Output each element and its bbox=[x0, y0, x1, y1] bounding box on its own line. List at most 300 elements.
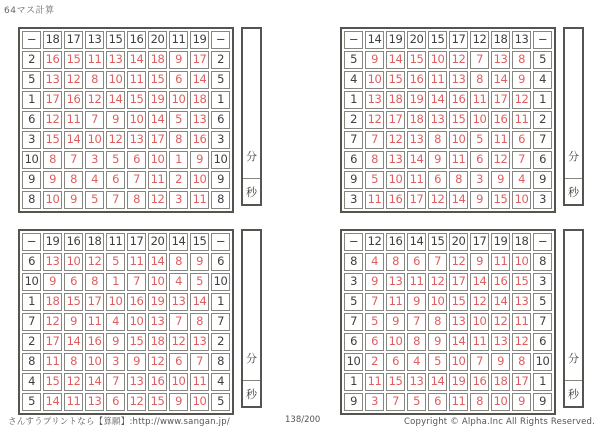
column-header-cell: 17 bbox=[470, 233, 489, 251]
answer-cell: 15 bbox=[127, 333, 146, 351]
answer-cell: 16 bbox=[491, 273, 510, 291]
answer-cell: 11 bbox=[43, 353, 62, 371]
grid-row bbox=[344, 253, 552, 271]
answer-cell: 11 bbox=[407, 273, 426, 291]
grid-row bbox=[22, 373, 230, 391]
answer-cell: 14 bbox=[148, 111, 167, 129]
answer-cell: 10 bbox=[386, 171, 405, 189]
row-header-cell: 3 bbox=[344, 273, 363, 291]
answer-cell: 17 bbox=[449, 273, 468, 291]
answer-cell: 4 bbox=[169, 273, 188, 291]
answer-cell: 19 bbox=[449, 373, 468, 391]
answer-cell: 7 bbox=[470, 353, 489, 371]
answer-cell: 9 bbox=[169, 51, 188, 69]
answer-cell: 3 bbox=[85, 151, 104, 169]
answer-cell: 15 bbox=[491, 191, 510, 209]
answer-cell: 11 bbox=[428, 71, 447, 89]
answer-cell: 13 bbox=[428, 111, 447, 129]
answer-cell: 6 bbox=[365, 333, 384, 351]
grid-row bbox=[22, 313, 230, 331]
answer-cell: 10 bbox=[169, 91, 188, 109]
answer-cell: 13 bbox=[407, 131, 426, 149]
answer-cell: 14 bbox=[470, 273, 489, 291]
grid-group-bottom-right bbox=[340, 229, 584, 415]
answer-cell: 14 bbox=[449, 191, 468, 209]
subtraction-grid-bottom-left bbox=[18, 229, 234, 415]
minutes-label: 分 bbox=[568, 150, 579, 163]
answer-cell: 18 bbox=[407, 111, 426, 129]
row-header-cell: 6 bbox=[344, 151, 363, 169]
grid-row bbox=[344, 51, 552, 69]
answer-cell: 16 bbox=[148, 373, 167, 391]
answer-cell: 12 bbox=[127, 393, 146, 411]
answer-cell: 15 bbox=[407, 51, 426, 69]
answer-cell: 12 bbox=[148, 191, 167, 209]
answer-cell: 11 bbox=[470, 333, 489, 351]
answer-cell: 10 bbox=[449, 353, 468, 371]
answer-cell: 15 bbox=[64, 51, 83, 69]
row-header-cell: 8 bbox=[22, 353, 41, 371]
row-header-cell: 7 bbox=[344, 313, 363, 331]
grid-row bbox=[22, 333, 230, 351]
answer-cell: 16 bbox=[407, 71, 426, 89]
answer-cell: 12 bbox=[428, 191, 447, 209]
grid-row bbox=[22, 151, 230, 169]
answer-cell: 16 bbox=[43, 51, 62, 69]
column-header-cell: 16 bbox=[386, 233, 405, 251]
answer-cell: 11 bbox=[491, 253, 510, 271]
row-header-cell: 7 bbox=[533, 131, 552, 149]
answer-cell: 5 bbox=[365, 313, 384, 331]
answer-cell: 11 bbox=[85, 51, 104, 69]
answer-cell: 8 bbox=[169, 253, 188, 271]
minutes-label: 分 bbox=[246, 352, 257, 365]
row-header-cell: 9 bbox=[344, 393, 363, 411]
operator-cell: − bbox=[344, 233, 363, 251]
answer-cell: 2 bbox=[365, 353, 384, 371]
answer-cell: 10 bbox=[190, 393, 209, 411]
answer-cell: 16 bbox=[491, 111, 510, 129]
timer-write-area bbox=[243, 231, 260, 336]
answer-cell: 14 bbox=[190, 71, 209, 89]
column-header-cell: 16 bbox=[64, 233, 83, 251]
answer-cell: 7 bbox=[365, 293, 384, 311]
row-header-cell: 10 bbox=[22, 151, 41, 169]
column-header-cell: 19 bbox=[190, 31, 209, 49]
row-header-cell: 9 bbox=[533, 393, 552, 411]
answer-cell: 10 bbox=[386, 333, 405, 351]
answer-cell: 9 bbox=[512, 71, 531, 89]
row-header-cell: 4 bbox=[533, 71, 552, 89]
answer-cell: 12 bbox=[386, 131, 405, 149]
answer-cell: 9 bbox=[491, 353, 510, 371]
row-header-cell: 3 bbox=[211, 131, 230, 149]
answer-cell: 13 bbox=[491, 51, 510, 69]
answer-cell: 4 bbox=[512, 171, 531, 189]
answer-cell: 14 bbox=[407, 151, 426, 169]
answer-cell: 10 bbox=[64, 253, 83, 271]
answer-cell: 7 bbox=[127, 273, 146, 291]
row-header-cell: 10 bbox=[344, 353, 363, 371]
row-header-cell: 7 bbox=[22, 313, 41, 331]
grid-row bbox=[344, 91, 552, 109]
grid-row bbox=[344, 373, 552, 391]
column-header-cell: 14 bbox=[407, 233, 426, 251]
answer-cell: 3 bbox=[365, 393, 384, 411]
subtraction-grid-bottom-right bbox=[340, 229, 556, 415]
seconds-label: 秒 bbox=[565, 178, 582, 204]
timer-write-area bbox=[565, 231, 582, 336]
grid-row bbox=[22, 91, 230, 109]
column-header-cell: 15 bbox=[106, 31, 125, 49]
answer-cell: 5 bbox=[470, 131, 489, 149]
answer-cell: 9 bbox=[470, 253, 489, 271]
row-header-cell: 1 bbox=[533, 373, 552, 391]
answer-cell: 11 bbox=[190, 373, 209, 391]
row-header-cell: 3 bbox=[344, 191, 363, 209]
answer-cell: 8 bbox=[407, 333, 426, 351]
answer-cell: 15 bbox=[43, 373, 62, 391]
answer-cell: 6 bbox=[512, 131, 531, 149]
column-header-cell: 18 bbox=[85, 233, 104, 251]
grid-row bbox=[22, 353, 230, 371]
row-header-cell: 4 bbox=[344, 71, 363, 89]
answer-cell: 16 bbox=[386, 191, 405, 209]
answer-cell: 9 bbox=[169, 393, 188, 411]
answer-cell: 9 bbox=[407, 293, 426, 311]
grid-row bbox=[344, 131, 552, 149]
answer-cell: 1 bbox=[106, 273, 125, 291]
answer-cell: 12 bbox=[64, 71, 83, 89]
answer-cell: 13 bbox=[449, 71, 468, 89]
answer-cell: 13 bbox=[43, 253, 62, 271]
answer-cell: 8 bbox=[470, 71, 489, 89]
answer-cell: 12 bbox=[428, 273, 447, 291]
answer-cell: 11 bbox=[512, 313, 531, 331]
answer-cell: 10 bbox=[106, 293, 125, 311]
answer-cell: 17 bbox=[491, 91, 510, 109]
row-header-cell: 3 bbox=[22, 131, 41, 149]
answer-cell: 11 bbox=[85, 313, 104, 331]
row-header-cell: 5 bbox=[533, 293, 552, 311]
grid-group-top-right bbox=[340, 27, 584, 213]
operator-cell: − bbox=[22, 233, 41, 251]
answer-cell: 7 bbox=[64, 151, 83, 169]
answer-cell: 3 bbox=[169, 191, 188, 209]
seconds-label: 秒 bbox=[243, 178, 260, 204]
grid-row bbox=[22, 51, 230, 69]
answer-cell: 9 bbox=[428, 151, 447, 169]
answer-cell: 7 bbox=[106, 373, 125, 391]
answer-cell: 10 bbox=[127, 313, 146, 331]
column-header-cell: 15 bbox=[190, 233, 209, 251]
answer-cell: 16 bbox=[470, 373, 489, 391]
answer-cell: 15 bbox=[148, 393, 167, 411]
answer-cell: 6 bbox=[169, 71, 188, 89]
answer-cell: 10 bbox=[470, 313, 489, 331]
answer-cell: 10 bbox=[428, 293, 447, 311]
answer-cell: 10 bbox=[512, 253, 531, 271]
operator-cell: − bbox=[211, 233, 230, 251]
answer-cell: 18 bbox=[148, 333, 167, 351]
row-header-cell: 10 bbox=[211, 151, 230, 169]
column-header-cell: 14 bbox=[169, 233, 188, 251]
answer-cell: 12 bbox=[491, 151, 510, 169]
answer-cell: 9 bbox=[64, 313, 83, 331]
answer-cell: 5 bbox=[169, 111, 188, 129]
row-header-cell: 6 bbox=[533, 151, 552, 169]
answer-cell: 18 bbox=[190, 91, 209, 109]
column-header-cell: 18 bbox=[491, 31, 510, 49]
row-header-cell: 10 bbox=[533, 353, 552, 371]
answer-cell: 7 bbox=[512, 151, 531, 169]
answer-cell: 6 bbox=[106, 393, 125, 411]
answer-cell: 8 bbox=[127, 191, 146, 209]
answer-cell: 13 bbox=[43, 71, 62, 89]
column-header-cell: 11 bbox=[106, 233, 125, 251]
answer-cell: 5 bbox=[407, 393, 426, 411]
answer-cell: 7 bbox=[85, 111, 104, 129]
row-header-cell: 2 bbox=[211, 333, 230, 351]
answer-cell: 9 bbox=[43, 273, 62, 291]
timer-write-area bbox=[243, 29, 260, 134]
answer-cell: 11 bbox=[365, 373, 384, 391]
answer-cell: 12 bbox=[43, 111, 62, 129]
grid-row bbox=[344, 273, 552, 291]
column-header-cell: 19 bbox=[386, 31, 405, 49]
answer-cell: 12 bbox=[512, 333, 531, 351]
answer-cell: 10 bbox=[428, 51, 447, 69]
answer-cell: 16 bbox=[85, 333, 104, 351]
column-header-cell: 17 bbox=[64, 31, 83, 49]
answer-cell: 6 bbox=[428, 393, 447, 411]
grid-row bbox=[344, 293, 552, 311]
answer-cell: 18 bbox=[43, 293, 62, 311]
row-header-cell: 2 bbox=[344, 111, 363, 129]
answer-cell: 9 bbox=[470, 191, 489, 209]
footer-source-text: さんすうプリントなら【算願】:http://www.sangan.jp/ bbox=[8, 417, 230, 427]
answer-cell: 9 bbox=[190, 253, 209, 271]
answer-cell: 7 bbox=[106, 191, 125, 209]
timer-write-area bbox=[565, 29, 582, 134]
answer-cell: 9 bbox=[127, 353, 146, 371]
grid-row bbox=[344, 333, 552, 351]
answer-cell: 12 bbox=[169, 333, 188, 351]
answer-cell: 14 bbox=[64, 333, 83, 351]
row-header-cell: 1 bbox=[344, 373, 363, 391]
answer-cell: 16 bbox=[64, 91, 83, 109]
column-header-cell: 19 bbox=[491, 233, 510, 251]
answer-cell: 14 bbox=[43, 393, 62, 411]
answer-cell: 8 bbox=[428, 313, 447, 331]
answer-cell: 14 bbox=[127, 51, 146, 69]
row-header-cell: 6 bbox=[533, 333, 552, 351]
answer-cell: 8 bbox=[169, 131, 188, 149]
answer-cell: 10 bbox=[449, 131, 468, 149]
answer-cell: 15 bbox=[449, 293, 468, 311]
answer-cell: 15 bbox=[148, 71, 167, 89]
grid-row bbox=[344, 191, 552, 209]
column-header-cell: 16 bbox=[127, 31, 146, 49]
grid-row bbox=[22, 191, 230, 209]
row-header-cell: 2 bbox=[22, 333, 41, 351]
answer-cell: 18 bbox=[386, 91, 405, 109]
column-header-cell: 11 bbox=[169, 31, 188, 49]
row-header-cell: 10 bbox=[22, 273, 41, 291]
answer-cell: 6 bbox=[470, 151, 489, 169]
answer-cell: 6 bbox=[407, 253, 426, 271]
answer-cell: 8 bbox=[512, 353, 531, 371]
answer-cell: 15 bbox=[449, 111, 468, 129]
grid-row bbox=[22, 293, 230, 311]
operator-cell: − bbox=[533, 233, 552, 251]
answer-cell: 8 bbox=[512, 51, 531, 69]
operator-cell: − bbox=[211, 31, 230, 49]
answer-cell: 10 bbox=[148, 273, 167, 291]
row-header-cell: 5 bbox=[22, 393, 41, 411]
answer-cell: 8 bbox=[428, 131, 447, 149]
answer-cell: 13 bbox=[190, 111, 209, 129]
answer-cell: 9 bbox=[386, 313, 405, 331]
answer-cell: 8 bbox=[190, 313, 209, 331]
answer-cell: 11 bbox=[190, 191, 209, 209]
answer-cell: 17 bbox=[85, 293, 104, 311]
answer-cell: 7 bbox=[428, 253, 447, 271]
row-header-cell: 1 bbox=[533, 91, 552, 109]
answer-cell: 15 bbox=[512, 273, 531, 291]
answer-cell: 17 bbox=[407, 191, 426, 209]
row-header-cell: 3 bbox=[533, 191, 552, 209]
answer-cell: 10 bbox=[43, 191, 62, 209]
column-header-cell: 20 bbox=[407, 31, 426, 49]
row-header-cell: 9 bbox=[211, 171, 230, 189]
answer-cell: 13 bbox=[407, 373, 426, 391]
answer-cell: 14 bbox=[190, 293, 209, 311]
row-header-cell: 8 bbox=[533, 253, 552, 271]
answer-cell: 14 bbox=[428, 91, 447, 109]
answer-cell: 14 bbox=[449, 333, 468, 351]
row-header-cell: 1 bbox=[22, 293, 41, 311]
answer-cell: 6 bbox=[169, 353, 188, 371]
header-row bbox=[22, 31, 230, 49]
answer-cell: 11 bbox=[64, 393, 83, 411]
grid-row bbox=[22, 273, 230, 291]
grid-row bbox=[344, 71, 552, 89]
answer-cell: 14 bbox=[148, 253, 167, 271]
answer-cell: 10 bbox=[106, 71, 125, 89]
row-header-cell: 8 bbox=[344, 253, 363, 271]
header-row bbox=[344, 233, 552, 251]
operator-cell: − bbox=[344, 31, 363, 49]
answer-cell: 17 bbox=[148, 131, 167, 149]
row-header-cell: 2 bbox=[211, 51, 230, 69]
answer-cell: 15 bbox=[43, 131, 62, 149]
row-header-cell: 8 bbox=[211, 353, 230, 371]
row-header-cell: 4 bbox=[211, 373, 230, 391]
answer-cell: 13 bbox=[85, 393, 104, 411]
column-header-cell: 14 bbox=[365, 31, 384, 49]
column-header-cell: 13 bbox=[512, 31, 531, 49]
answer-cell: 17 bbox=[43, 333, 62, 351]
row-header-cell: 5 bbox=[211, 71, 230, 89]
row-header-cell: 8 bbox=[211, 191, 230, 209]
row-header-cell: 2 bbox=[22, 51, 41, 69]
answer-cell: 13 bbox=[148, 313, 167, 331]
answer-cell: 5 bbox=[190, 273, 209, 291]
grid-row bbox=[344, 111, 552, 129]
timer-strip bbox=[563, 229, 584, 408]
answer-cell: 15 bbox=[386, 373, 405, 391]
answer-cell: 15 bbox=[127, 91, 146, 109]
row-header-cell: 6 bbox=[211, 111, 230, 129]
answer-cell: 13 bbox=[127, 373, 146, 391]
row-header-cell: 5 bbox=[344, 293, 363, 311]
answer-cell: 11 bbox=[64, 111, 83, 129]
answer-cell: 11 bbox=[491, 131, 510, 149]
answer-cell: 12 bbox=[491, 313, 510, 331]
answer-cell: 12 bbox=[64, 373, 83, 391]
column-header-cell: 18 bbox=[43, 31, 62, 49]
grid-row bbox=[344, 151, 552, 169]
column-header-cell: 17 bbox=[127, 233, 146, 251]
seconds-label: 秒 bbox=[243, 380, 260, 406]
answer-cell: 10 bbox=[470, 111, 489, 129]
answer-cell: 9 bbox=[64, 191, 83, 209]
column-header-cell: 20 bbox=[449, 233, 468, 251]
grid-row bbox=[22, 71, 230, 89]
answer-cell: 8 bbox=[85, 273, 104, 291]
timer-strip bbox=[241, 229, 262, 408]
column-header-cell: 13 bbox=[85, 31, 104, 49]
row-header-cell: 6 bbox=[22, 111, 41, 129]
answer-cell: 9 bbox=[190, 151, 209, 169]
answer-cell: 7 bbox=[190, 353, 209, 371]
answer-cell: 12 bbox=[449, 51, 468, 69]
answer-cell: 17 bbox=[43, 91, 62, 109]
answer-cell: 13 bbox=[449, 313, 468, 331]
row-header-cell: 7 bbox=[533, 313, 552, 331]
answer-cell: 9 bbox=[43, 171, 62, 189]
answer-cell: 19 bbox=[407, 91, 426, 109]
answer-cell: 5 bbox=[106, 253, 125, 271]
answer-cell: 4 bbox=[106, 313, 125, 331]
answer-cell: 9 bbox=[106, 333, 125, 351]
answer-cell: 19 bbox=[148, 293, 167, 311]
row-header-cell: 1 bbox=[344, 91, 363, 109]
answer-cell: 12 bbox=[85, 91, 104, 109]
answer-cell: 12 bbox=[512, 91, 531, 109]
answer-cell: 9 bbox=[365, 273, 384, 291]
answer-cell: 8 bbox=[470, 393, 489, 411]
page-title: 64マス計算 bbox=[4, 6, 55, 16]
answer-cell: 10 bbox=[85, 131, 104, 149]
answer-cell: 17 bbox=[512, 373, 531, 391]
answer-cell: 13 bbox=[106, 51, 125, 69]
answer-cell: 19 bbox=[148, 91, 167, 109]
row-header-cell: 9 bbox=[344, 171, 363, 189]
grid-row bbox=[22, 171, 230, 189]
answer-cell: 15 bbox=[64, 293, 83, 311]
footer-copyright: Copyright © Alpha.Inc All Rights Reserved. bbox=[404, 417, 595, 427]
answer-cell: 3 bbox=[470, 171, 489, 189]
minutes-label: 分 bbox=[246, 150, 257, 163]
subtraction-grid-top-right bbox=[340, 27, 556, 213]
row-header-cell: 6 bbox=[22, 253, 41, 271]
minutes-label: 分 bbox=[568, 352, 579, 365]
answer-cell: 13 bbox=[386, 151, 405, 169]
answer-cell: 14 bbox=[491, 293, 510, 311]
answer-cell: 7 bbox=[169, 313, 188, 331]
